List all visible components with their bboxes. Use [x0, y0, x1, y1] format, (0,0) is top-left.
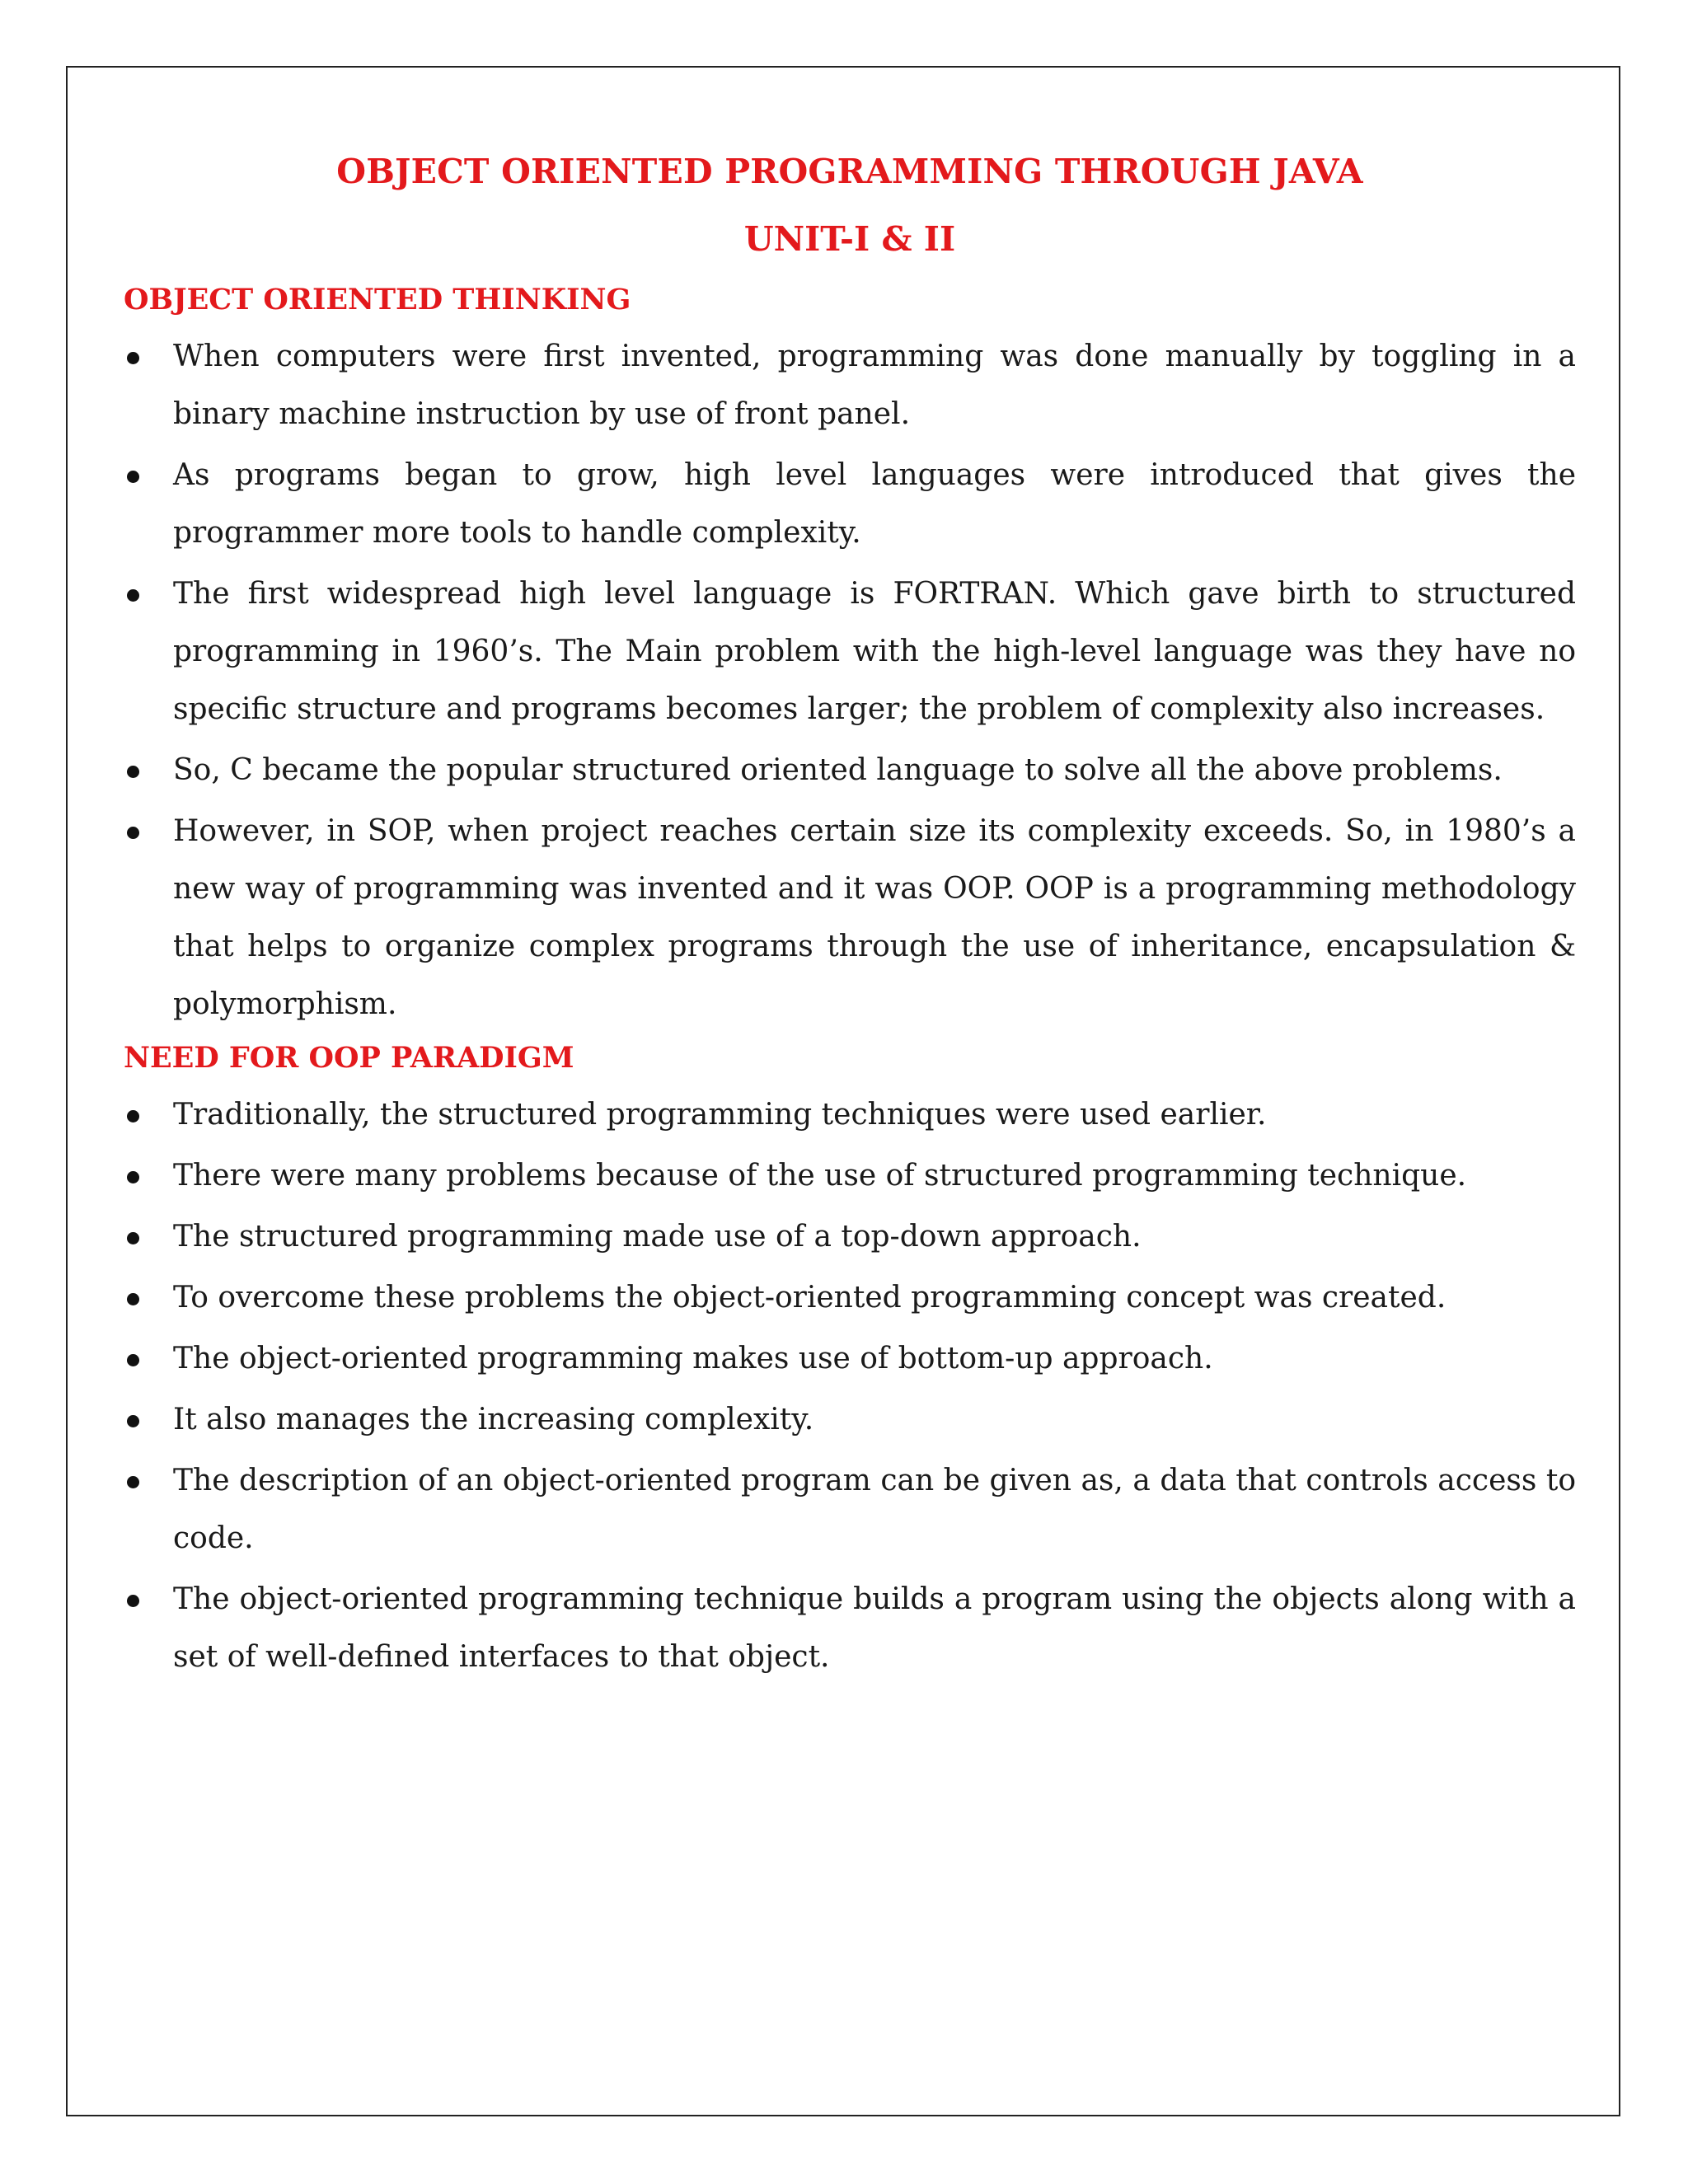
list-item-text: It also manages the increasing complexity.: [173, 1403, 814, 1436]
bullet-icon: [127, 1595, 139, 1607]
bullet-icon: [127, 589, 139, 602]
list-item-text: The first widespread high level language is FORTRAN. Which gave birth to structured programming in 1960’s. The Main problem with the high-level language was they have no specific structure and programs becomes larger; the problem of complexity also increases.: [173, 577, 1576, 726]
list-item: [124, 742, 1576, 799]
list-item: [124, 1208, 1576, 1266]
list-item-text: As programs began to grow, high level languages were introduced that gives the programmer more tools to handle complexity.: [173, 458, 1576, 550]
list-item: [124, 565, 1576, 738]
list-item: [124, 803, 1576, 1033]
list-item-text: The object-oriented programming technique builds a program using the objects along with a set of well-defined interfaces to that object.: [173, 1582, 1576, 1674]
list-item: [124, 1391, 1576, 1449]
bullet-icon: [127, 766, 139, 778]
list-item-text: The structured programming made use of a top-down approach.: [173, 1220, 1142, 1254]
bullet-icon: [127, 1415, 139, 1427]
document-body: [124, 147, 1576, 1690]
bullet-list-object-oriented-thinking: [124, 328, 1576, 1033]
bullet-icon: [127, 1354, 139, 1366]
bullet-list-need-for-oop-paradigm: [124, 1086, 1576, 1686]
list-item: [124, 1147, 1576, 1205]
bullet-icon: [127, 471, 139, 483]
list-item: [124, 328, 1576, 443]
bullet-icon: [127, 827, 139, 839]
section-heading-object-oriented-thinking: OBJECT ORIENTED THINKING: [124, 283, 631, 316]
list-item-text: To overcome these problems the object-oriented programming concept was created.: [173, 1281, 1447, 1315]
list-item: [124, 1269, 1576, 1327]
bullet-icon: [127, 1232, 139, 1244]
section-heading-need-for-oop-paradigm: NEED FOR OOP PARADIGM: [124, 1041, 574, 1075]
list-item: [124, 447, 1576, 562]
list-item-text: So, C became the popular structured oriented language to solve all the above problems.: [173, 753, 1503, 787]
document-title: OBJECT ORIENTED PROGRAMMING THROUGH JAVA: [336, 152, 1363, 191]
list-item-text: When computers were first invented, programming was done manually by toggling in a binary machine instruction by use of front panel.: [173, 340, 1576, 431]
list-item-text: There were many problems because of the use of structured programming technique.: [173, 1159, 1467, 1193]
list-item: [124, 1571, 1576, 1686]
list-item-text: The description of an object-oriented program can be given as, a data that controls access to code.: [173, 1464, 1576, 1555]
list-item: [124, 1330, 1576, 1388]
bullet-icon: [127, 1171, 139, 1183]
bullet-icon: [127, 1110, 139, 1122]
list-item-text: The object-oriented programming makes use of bottom-up approach.: [173, 1342, 1213, 1376]
bullet-icon: [127, 352, 139, 364]
list-item: [124, 1452, 1576, 1568]
list-item-text: However, in SOP, when project reaches certain size its complexity exceeds. So, in 1980’s a new way of programming was invented and it was OOP. OOP is a programming methodology that helps to organize complex programs through the use of inheritance, encapsulation & polymorphism.: [173, 814, 1576, 1021]
bullet-icon: [127, 1476, 139, 1488]
bullet-icon: [127, 1293, 139, 1305]
document-subtitle: UNIT-I & II: [743, 219, 956, 259]
list-item: [124, 1086, 1576, 1144]
list-item-text: Traditionally, the structured programming techniques were used earlier.: [173, 1098, 1267, 1132]
